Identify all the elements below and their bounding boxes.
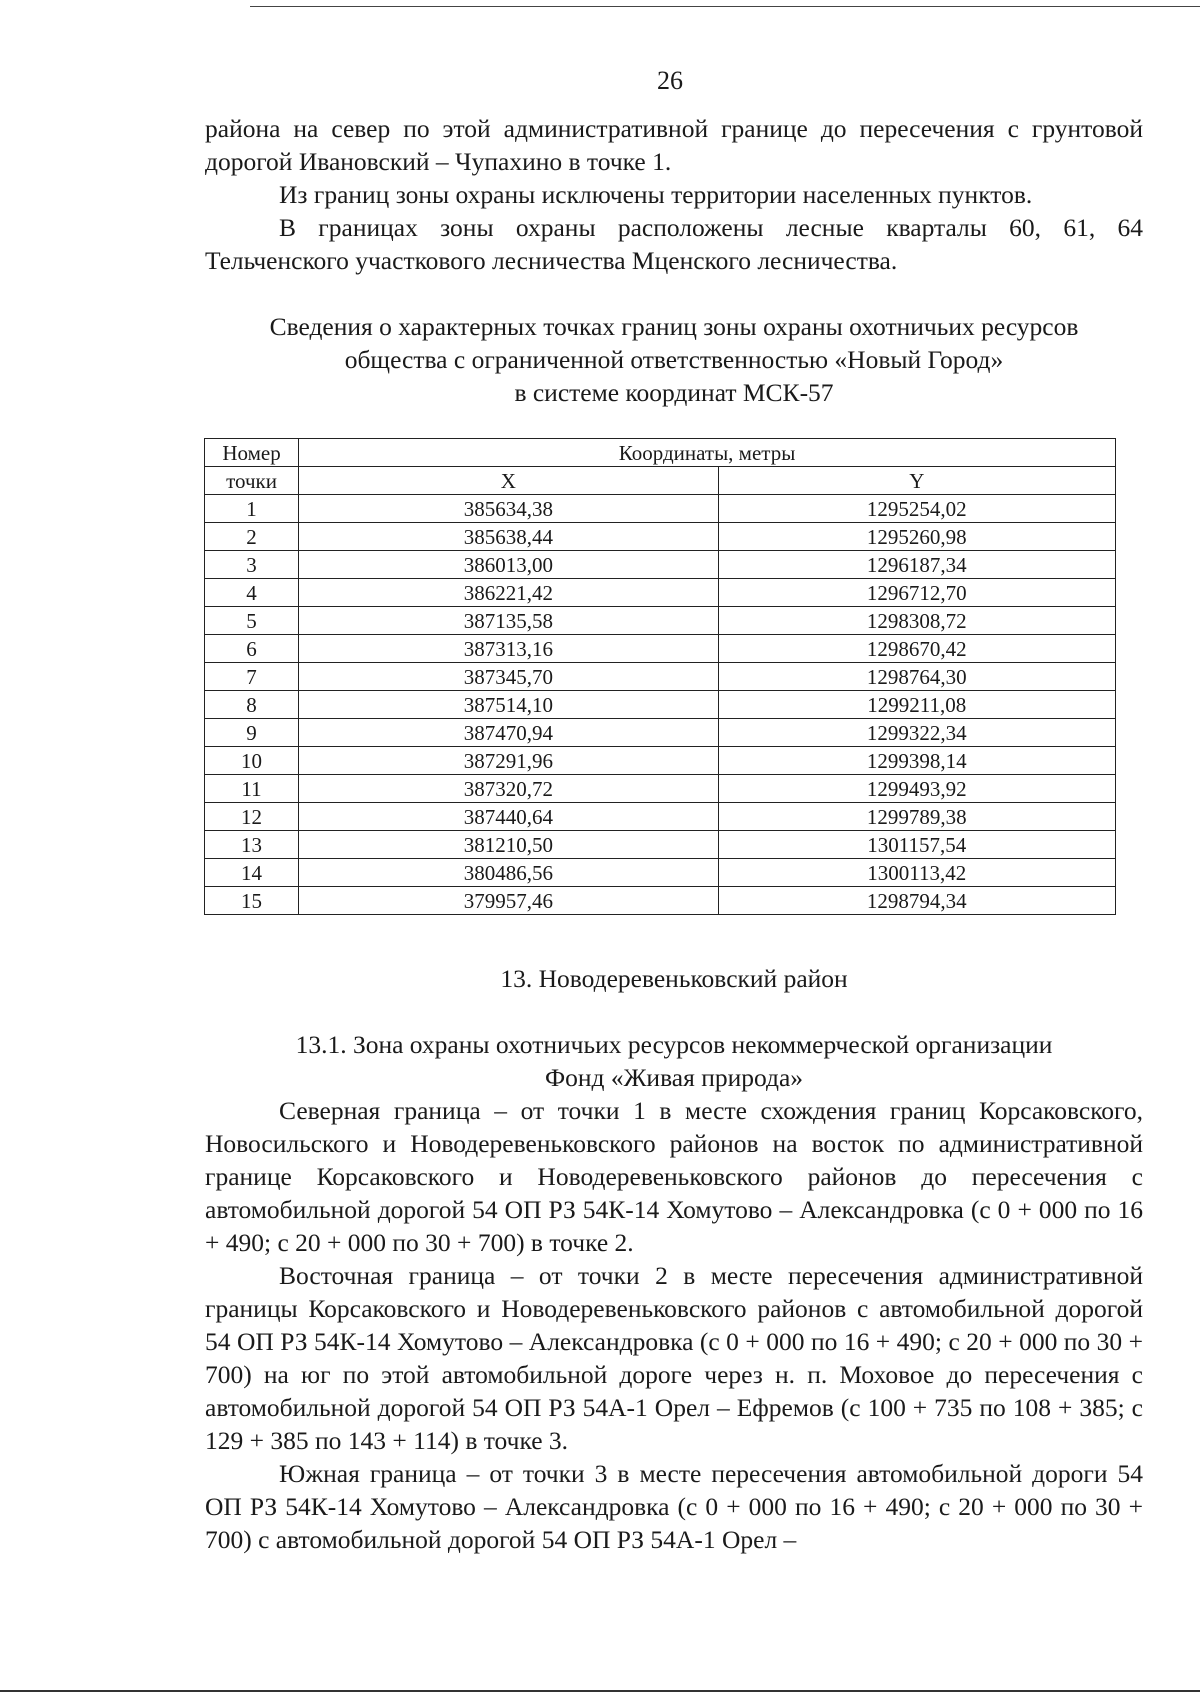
point-number-cell: 9 bbox=[205, 719, 299, 747]
header-y: Y bbox=[718, 467, 1115, 495]
x-coordinate-cell: 385634,38 bbox=[299, 495, 718, 523]
y-coordinate-cell: 1298308,72 bbox=[718, 607, 1115, 635]
page-top-rule bbox=[250, 6, 1200, 7]
section-heading: 13. Новодеревеньковский район bbox=[500, 964, 848, 993]
south-boundary-paragraph: Южная граница – от точки 3 в месте пересечения автомобильной дороги 54 ОП РЗ 54К-14 Хомутово – Александровка (с 0 + 000 по 16 + 490; с 20 + 000 по 30 + 700) с автомобильной дорогой 54 ОП РЗ 54А-1 Орел – bbox=[205, 1459, 1143, 1554]
table-caption bbox=[205, 310, 1143, 409]
coordinates-table bbox=[204, 438, 1116, 915]
x-coordinate-cell: 387345,70 bbox=[299, 663, 718, 691]
y-coordinate-cell: 1298670,42 bbox=[718, 635, 1115, 663]
intro-section bbox=[205, 112, 1143, 277]
y-coordinate-cell: 1299493,92 bbox=[718, 775, 1115, 803]
page-number: 26 bbox=[657, 66, 683, 95]
x-coordinate-cell: 387135,58 bbox=[299, 607, 718, 635]
table-row bbox=[205, 551, 1116, 579]
table-row bbox=[205, 747, 1116, 775]
table-row bbox=[205, 495, 1116, 523]
point-number-cell: 12 bbox=[205, 803, 299, 831]
y-coordinate-cell: 1299322,34 bbox=[718, 719, 1115, 747]
y-coordinate-cell: 1296712,70 bbox=[718, 579, 1115, 607]
table-row bbox=[205, 663, 1116, 691]
table-caption-line-2: общества с ограниченной ответственностью «Новый Город» bbox=[344, 345, 1004, 374]
x-coordinate-cell: 386013,00 bbox=[299, 551, 718, 579]
x-coordinate-cell: 387440,64 bbox=[299, 803, 718, 831]
x-coordinate-cell: 386221,42 bbox=[299, 579, 718, 607]
coordinates-table-body bbox=[205, 495, 1116, 915]
point-number-cell: 8 bbox=[205, 691, 299, 719]
point-number-cell: 3 bbox=[205, 551, 299, 579]
table-row bbox=[205, 887, 1116, 915]
intro-paragraph-1: района на север по этой административной границе до пересечения с грунтовой дорогой Ивановский – Чупахино в точке 1. bbox=[205, 114, 1143, 176]
point-number-cell: 13 bbox=[205, 831, 299, 859]
point-number-cell: 5 bbox=[205, 607, 299, 635]
y-coordinate-cell: 1298764,30 bbox=[718, 663, 1115, 691]
table-row bbox=[205, 831, 1116, 859]
x-coordinate-cell: 380486,56 bbox=[299, 859, 718, 887]
header-x: X bbox=[299, 467, 718, 495]
subsection-heading bbox=[205, 1028, 1143, 1094]
intro-paragraph-3: В границах зоны охраны расположены лесные кварталы 60, 61, 64 Тельченского участкового лесничества Мценского лесничества. bbox=[205, 213, 1143, 275]
subsection-heading-line-2: Фонд «Живая природа» bbox=[544, 1063, 804, 1092]
y-coordinate-cell: 1299789,38 bbox=[718, 803, 1115, 831]
x-coordinate-cell: 387313,16 bbox=[299, 635, 718, 663]
north-boundary-paragraph: Северная граница – от точки 1 в месте схождения границ Корсаковского, Новосильского и Новодеревеньковского районов на восток по административной границе Корсаковского и Новодеревеньковского районов до пересечения с автомобильной дорогой 54 ОП РЗ 54К-14 Хомутово – Александровка (с 0 + 000 по 16 + 490; с 20 + 000 по 30 + 700) в точке 2. bbox=[205, 1096, 1143, 1257]
y-coordinate-cell: 1299211,08 bbox=[718, 691, 1115, 719]
boundary-description bbox=[205, 1094, 1143, 1556]
page-bottom-rule bbox=[0, 1690, 1200, 1692]
x-coordinate-cell: 387320,72 bbox=[299, 775, 718, 803]
x-coordinate-cell: 381210,50 bbox=[299, 831, 718, 859]
point-number-cell: 1 bbox=[205, 495, 299, 523]
x-coordinate-cell: 379957,46 bbox=[299, 887, 718, 915]
point-number-cell: 14 bbox=[205, 859, 299, 887]
intro-paragraph-2: Из границ зоны охраны исключены территории населенных пунктов. bbox=[279, 180, 1033, 209]
header-coordinates: Координаты, метры bbox=[299, 439, 1116, 467]
table-row bbox=[205, 859, 1116, 887]
y-coordinate-cell: 1298794,34 bbox=[718, 887, 1115, 915]
y-coordinate-cell: 1295254,02 bbox=[718, 495, 1115, 523]
point-number-cell: 10 bbox=[205, 747, 299, 775]
header-point-number-line-1: Номер bbox=[205, 439, 299, 467]
y-coordinate-cell: 1299398,14 bbox=[718, 747, 1115, 775]
point-number-cell: 15 bbox=[205, 887, 299, 915]
y-coordinate-cell: 1295260,98 bbox=[718, 523, 1115, 551]
point-number-cell: 2 bbox=[205, 523, 299, 551]
table-row bbox=[205, 635, 1116, 663]
table-caption-line-3: в системе координат МСК-57 bbox=[514, 378, 834, 407]
header-point-number-line-2: точки bbox=[205, 467, 299, 495]
subsection-heading-line-1: 13.1. Зона охраны охотничьих ресурсов некоммерческой организации bbox=[295, 1030, 1053, 1059]
point-number-cell: 11 bbox=[205, 775, 299, 803]
x-coordinate-cell: 387514,10 bbox=[299, 691, 718, 719]
x-coordinate-cell: 385638,44 bbox=[299, 523, 718, 551]
table-row bbox=[205, 691, 1116, 719]
y-coordinate-cell: 1296187,34 bbox=[718, 551, 1115, 579]
y-coordinate-cell: 1301157,54 bbox=[718, 831, 1115, 859]
x-coordinate-cell: 387470,94 bbox=[299, 719, 718, 747]
point-number-cell: 4 bbox=[205, 579, 299, 607]
east-boundary-paragraph: Восточная граница – от точки 2 в месте пересечения административной границы Корсаковского и Новодеревеньковского районов с автомобильной дорогой 54 ОП РЗ 54К-14 Хомутово – Александровка (с 0 + 000 по 16 + 490; с 20 + 000 по 30 + 700) на юг по этой автомобильной дороге через н. п. Моховое до пересечения с автомобильной дорогой 54 ОП РЗ 54А-1 Орел – Ефремов (с 100 + 735 по 108 + 385; с 129 + 385 по 143 + 114) в точке 3. bbox=[205, 1261, 1143, 1455]
y-coordinate-cell: 1300113,42 bbox=[718, 859, 1115, 887]
table-row bbox=[205, 775, 1116, 803]
table-row bbox=[205, 803, 1116, 831]
table-caption-line-1: Сведения о характерных точках границ зоны охраны охотничьих ресурсов bbox=[269, 312, 1079, 341]
point-number-cell: 6 bbox=[205, 635, 299, 663]
point-number-cell: 7 bbox=[205, 663, 299, 691]
x-coordinate-cell: 387291,96 bbox=[299, 747, 718, 775]
table-row bbox=[205, 579, 1116, 607]
table-row bbox=[205, 719, 1116, 747]
table-row bbox=[205, 607, 1116, 635]
table-row bbox=[205, 523, 1116, 551]
